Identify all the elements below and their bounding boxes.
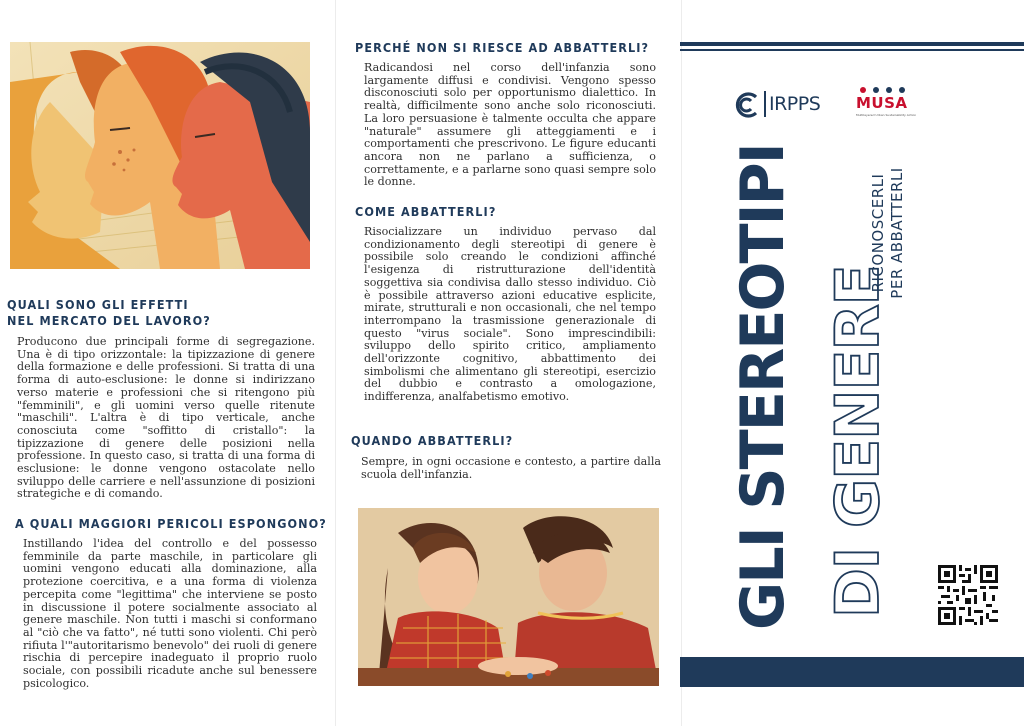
children-illustration [358,508,659,686]
effects-text: Producono due principali forme di segregazione. Una è di tipo orizzontale: la tipizzazione di genere della formazione e delle professioni. Si tratta di una forma di auto-esclusione: le donne si indirizzano verso materie e professioni che si ritengono più "femminili", e gli uomini verso quelle ritenute "maschili". L'altra è di tipo verticale, anche conosciuta come "soffitto di cristallo": la tipizzazione di genere delle posizioni nella professione. In questo caso, si tratta di una forma di esclusione: le donne vengono ostacolate nello sviluppo delle carriere e nell'assunzione di posizioni strategiche e di comando. [17,335,315,501]
left-panel [0,0,335,726]
three-faces-profile-illustration [10,42,310,269]
musa-dots-icon [858,86,910,94]
musa-logo [856,86,916,120]
musa-logo-text: MUSA [856,94,908,112]
top-rule-thin [680,49,1024,51]
when-text: Sempre, in ogni occasione e contesto, a partire dalla scuola dell'infanzia. [361,455,661,481]
title-line1: GLI STEREOTIPI [728,144,798,630]
how-heading: COME ABBATTERLI? [355,204,497,219]
subtitle-line2: PER ABBATTERLI [888,167,906,299]
title-line2: DI GENERE [823,265,893,618]
musa-logo-caption: Multilayered Urban Sustainability Action [856,113,917,117]
effects-heading-line1: QUALI SONO GLI EFFETTI [7,297,189,312]
top-rule-thick [680,42,1024,46]
irpps-logo [732,89,832,121]
why-text: Radicandosi nel corso dell'infanzia sono largamente diffusi e condivisi. Vengono spesso disconosciuti solo per opportunismo dialettico. In realtà, difficilmente sono anche solo riconosciuti. La loro persuasione è talmente occulta che appare "naturale" assumere gli atteggiamenti e i comportamenti che prescrivono. Le figure educanti ancora non ne parlano a sufficienza, o correttamente, e a parlarne sono quasi sempre solo le donne. [364,61,656,189]
why-heading: PERCHÉ NON SI RIESCE AD ABBATTERLI? [355,40,650,55]
logo-divider [764,91,766,117]
cnr-mark-icon [732,91,762,119]
qr-code-icon[interactable] [938,565,998,625]
when-heading: QUANDO ABBATTERLI? [351,433,514,448]
three-faces-illustration [10,42,310,269]
how-text: Risocializzare un individuo pervaso dal condizionamento degli stereotipi di genere è possibile solo creando le condizioni affinché l'esigenza di ristrutturazione dell'identità soggettiva sia condivisa dallo stesso individuo. Ciò è possibile attraverso azioni educative esplicite, mirate, strutturali e non occasionali, che nel tempo interrompano la trasmissione generazionale di questo "virus sociale". Sono imprescindibili: sviluppo dello spirito critico, ampliamento dell'orizzonte cognitivo, abbattimento dei simbolismi che alimentano gli stereotipi, esercizio del dubbio e contrasto a omologazione, indifferenza, analfabetismo emotivo. [364,225,656,404]
dangers-heading: A QUALI MAGGIORI PERICOLI ESPONGONO? [15,516,327,531]
irpps-logo-text: IRPPS [769,93,821,115]
effects-heading-line2: NEL MERCATO DEL LAVORO? [7,313,211,328]
children-playing-illustration [358,508,659,686]
dangers-text: Instillando l'idea del controllo e del possesso femminile da parte maschile, in particolare gli uomini vengono educati alla dominazione, alla protezione coercitiva, e a una forma di violenza percepita come "legittima" che interviene se posto in discussione il potere socialmente associato al genere maschile. Non tutti i maschi si conformano al "ciò che va fatto", né tutti sono violenti. Chi però rifiuta l'"autoritarismo benevolo" dei ruoli di genere rischia di percepire inadeguato il proprio ruolo sociale, con possibili ricadute anche sul benessere psicologico. [23,537,317,690]
cover-panel [680,0,1024,726]
effects-heading [7,297,211,329]
bottom-band [680,657,1024,687]
middle-panel [335,0,682,726]
subtitle-line1: RICONOSCERLI [869,173,887,293]
